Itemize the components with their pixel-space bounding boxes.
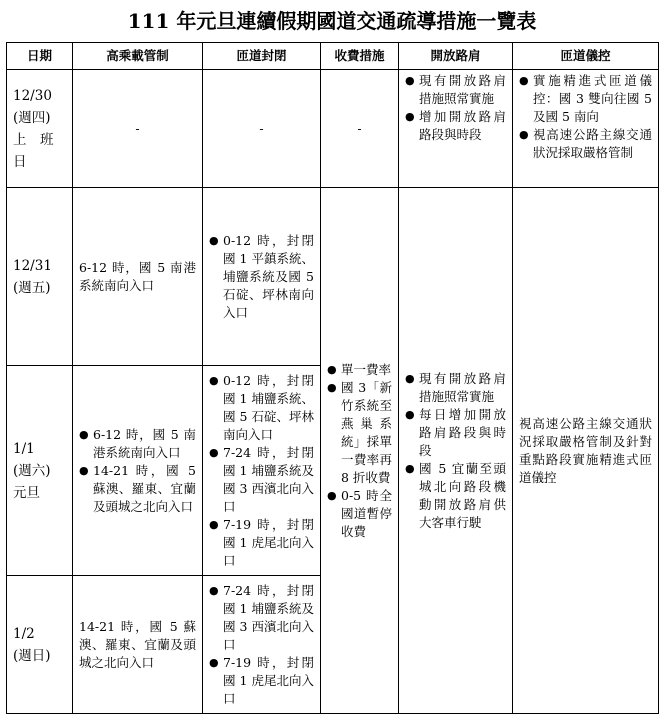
date-line: 12/31 <box>13 257 52 274</box>
ramp-meter-cell <box>513 70 659 188</box>
list-item: ● 7-24 時，封閉國 1 埔鹽系統及國 3 西濱北向入口 <box>209 582 314 654</box>
hov-cell: 14-21 時，國 5 蘇澳、羅東、宜蘭及頭城之北向入口 <box>73 576 203 714</box>
table-row <box>7 70 659 188</box>
date-cell <box>7 366 73 576</box>
date-cell <box>7 70 73 188</box>
date-line: 1/2 <box>13 625 35 642</box>
toll-cell: - <box>321 70 399 188</box>
header-row <box>7 43 659 70</box>
list-item: ● 7-19 時，封閉國 1 虎尾北向入口 <box>209 654 314 708</box>
shoulder-cell <box>399 70 513 188</box>
list-item: ● 7-19 時，封閉國 1 虎尾北向入口 <box>209 516 314 570</box>
date-line: (週六) <box>13 462 51 479</box>
list-item: ● 增加開放路肩路段與時段 <box>405 108 506 144</box>
table-row <box>7 188 659 366</box>
header-hov: 高乘載管制 <box>73 43 203 70</box>
header-shoulder: 開放路肩 <box>399 43 513 70</box>
list-item: ● 國 5 宜蘭至頭城北向路段機動開放路肩供大客車行駛 <box>405 460 506 532</box>
ramp-close-cell <box>203 188 321 366</box>
list-item: ● 7-24 時，封閉國 1 埔鹽系統及國 3 西濱北向入口 <box>209 444 314 516</box>
hov-cell <box>73 366 203 576</box>
shoulder-merged-cell <box>399 188 513 714</box>
header-ramp-meter: 匝道儀控 <box>513 43 659 70</box>
date-line: 日 <box>13 153 27 170</box>
date-line: (週五) <box>13 279 51 296</box>
ramp-meter-merged-cell: 視高速公路主線交通狀況採取嚴格管制及針對重點路段實施精進式匝道儀控 <box>513 188 659 714</box>
traffic-measures-table <box>6 42 659 714</box>
list-item: ● 0-12 時，封閉國 1 平鎮系統、埔鹽系統及國 5 石碇、坪林南向入口 <box>209 232 314 322</box>
ramp-close-cell: - <box>203 70 321 188</box>
list-item: ● 現有開放路肩措施照常實施 <box>405 72 506 108</box>
list-item: ● 實施精進式匝道儀控：國 3 雙向往國 5 及國 5 南向 <box>519 72 652 126</box>
list-item: ● 0-12 時，封閉國 1 埔鹽系統、國 5 石碇、坪林南向入口 <box>209 372 314 444</box>
toll-merged-cell <box>321 188 399 714</box>
date-line: (週日) <box>13 647 51 664</box>
date-cell <box>7 576 73 714</box>
header-toll: 收費措施 <box>321 43 399 70</box>
hov-cell: 6-12 時，國 5 南港系統南向入口 <box>73 188 203 366</box>
list-item: ● 6-12 時，國 5 南港系統南向入口 <box>79 426 196 462</box>
list-item: ● 單一費率 <box>327 361 392 379</box>
date-line: (週四) <box>13 109 51 126</box>
list-item: ● 現有開放路肩措施照常實施 <box>405 370 506 406</box>
list-item: ● 每日增加開放路肩路段與時段 <box>405 406 506 460</box>
list-item: ● 國 3「新竹系統至燕巢系統」採單一費率再 8 折收費 <box>327 379 392 487</box>
date-line: 上 班 <box>13 131 54 148</box>
date-cell <box>7 188 73 366</box>
date-line: 12/30 <box>13 87 52 104</box>
page-title: 111 年元旦連續假期國道交通疏導措施一覽表 <box>127 9 537 33</box>
header-ramp-close: 匝道封閉 <box>203 43 321 70</box>
date-line: 1/1 <box>13 440 35 457</box>
list-item: ● 視高速公路主線交通狀況採取嚴格管制 <box>519 126 652 162</box>
list-item: ● 0-5 時全國道暫停收費 <box>327 487 392 541</box>
list-item: ● 14-21 時，國 5 蘇澳、羅東、宜蘭及頭城之北向入口 <box>79 462 196 516</box>
ramp-close-cell <box>203 366 321 576</box>
ramp-close-cell <box>203 576 321 714</box>
date-line: 元旦 <box>13 484 40 501</box>
header-date: 日期 <box>7 43 73 70</box>
hov-cell: - <box>73 70 203 188</box>
